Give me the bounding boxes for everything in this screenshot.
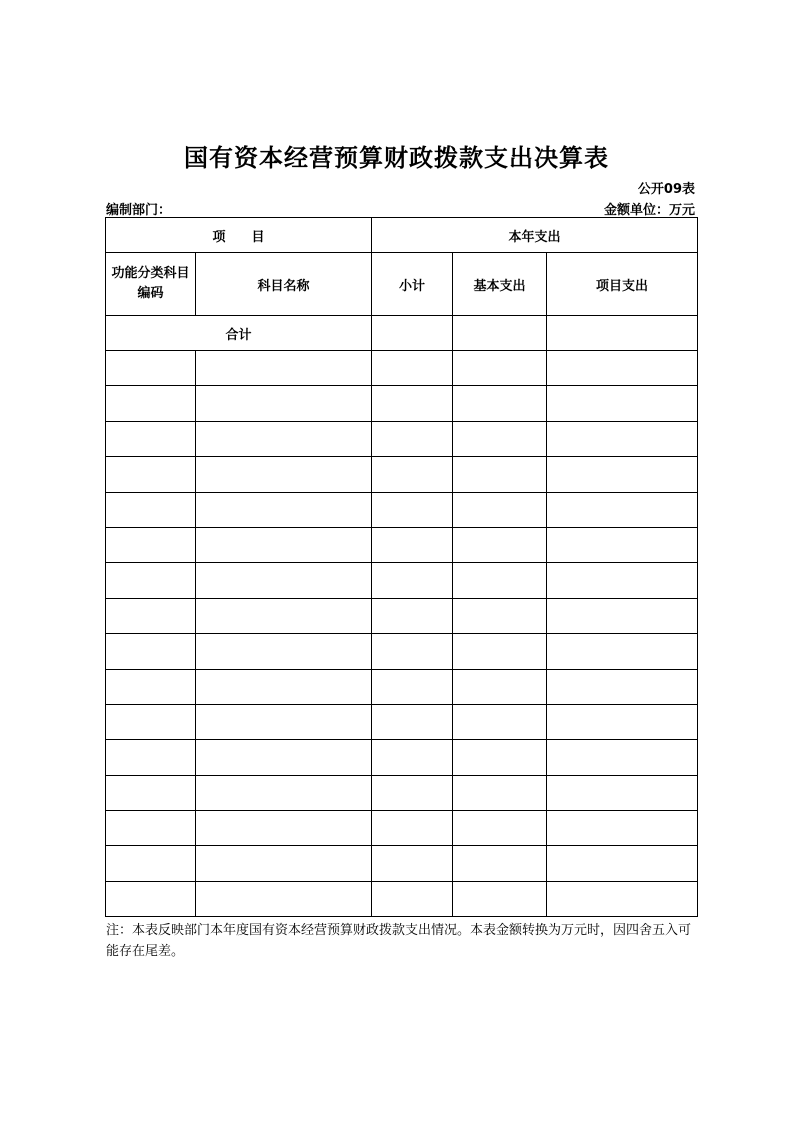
basic-cell[interactable]	[453, 351, 547, 386]
code-cell[interactable]	[106, 457, 196, 492]
subtotal-cell[interactable]	[372, 775, 453, 810]
code-cell[interactable]	[106, 704, 196, 739]
basic-cell[interactable]	[453, 704, 547, 739]
code-cell[interactable]	[106, 811, 196, 846]
name-cell[interactable]	[196, 386, 372, 421]
name-cell[interactable]	[196, 811, 372, 846]
dept-label: 编制部门：	[106, 203, 172, 218]
basic-cell[interactable]	[453, 846, 547, 881]
total-label: 合计	[106, 316, 372, 351]
code-cell[interactable]	[106, 598, 196, 633]
unit-label: 金额单位：万元	[603, 203, 695, 218]
expenditure-table	[105, 217, 698, 917]
code-cell[interactable]	[106, 527, 196, 562]
code-cell[interactable]	[106, 775, 196, 810]
basic-cell[interactable]	[453, 563, 547, 598]
project-cell[interactable]	[547, 634, 698, 669]
name-cell[interactable]	[196, 421, 372, 456]
header-basic: 基本支出	[453, 253, 547, 316]
basic-cell[interactable]	[453, 634, 547, 669]
page-title: 国有资本经营预算财政拨款支出决算表	[184, 144, 609, 172]
code-cell[interactable]	[106, 421, 196, 456]
name-cell[interactable]	[196, 563, 372, 598]
table-row	[106, 669, 698, 704]
total-basic-cell[interactable]	[453, 316, 547, 351]
basic-cell[interactable]	[453, 811, 547, 846]
name-cell[interactable]	[196, 634, 372, 669]
subtotal-cell[interactable]	[372, 351, 453, 386]
name-cell[interactable]	[196, 351, 372, 386]
header-project: 项目支出	[547, 253, 698, 316]
project-cell[interactable]	[547, 351, 698, 386]
basic-cell[interactable]	[453, 386, 547, 421]
basic-cell[interactable]	[453, 740, 547, 775]
table-row	[106, 846, 698, 881]
header-row-group	[106, 218, 698, 253]
project-cell[interactable]	[547, 881, 698, 916]
subtotal-cell[interactable]	[372, 811, 453, 846]
subtotal-cell[interactable]	[372, 634, 453, 669]
header-row-columns	[106, 253, 698, 316]
basic-cell[interactable]	[453, 669, 547, 704]
subtotal-cell[interactable]	[372, 704, 453, 739]
name-cell[interactable]	[196, 527, 372, 562]
code-cell[interactable]	[106, 846, 196, 881]
project-cell[interactable]	[547, 846, 698, 881]
subtotal-cell[interactable]	[372, 881, 453, 916]
table-row	[106, 881, 698, 916]
subtotal-cell[interactable]	[372, 421, 453, 456]
total-subtotal-cell[interactable]	[372, 316, 453, 351]
header-function-code: 功能分类科目编码	[106, 253, 196, 316]
code-cell[interactable]	[106, 563, 196, 598]
basic-cell[interactable]	[453, 881, 547, 916]
name-cell[interactable]	[196, 846, 372, 881]
table-row	[106, 740, 698, 775]
subtotal-cell[interactable]	[372, 527, 453, 562]
basic-cell[interactable]	[453, 492, 547, 527]
name-cell[interactable]	[196, 669, 372, 704]
name-cell[interactable]	[196, 492, 372, 527]
basic-cell[interactable]	[453, 527, 547, 562]
total-row	[106, 316, 698, 351]
basic-cell[interactable]	[453, 421, 547, 456]
subtotal-cell[interactable]	[372, 740, 453, 775]
subtotal-cell[interactable]	[372, 598, 453, 633]
code-cell[interactable]	[106, 634, 196, 669]
project-cell[interactable]	[547, 386, 698, 421]
name-cell[interactable]	[196, 704, 372, 739]
project-cell[interactable]	[547, 421, 698, 456]
total-project-cell[interactable]	[547, 316, 698, 351]
project-cell[interactable]	[547, 527, 698, 562]
table-row	[106, 704, 698, 739]
table-row	[106, 386, 698, 421]
name-cell[interactable]	[196, 457, 372, 492]
project-cell[interactable]	[547, 492, 698, 527]
project-cell[interactable]	[547, 704, 698, 739]
subtotal-cell[interactable]	[372, 563, 453, 598]
subtotal-cell[interactable]	[372, 846, 453, 881]
subtotal-cell[interactable]	[372, 669, 453, 704]
table-row	[106, 598, 698, 633]
table-row	[106, 775, 698, 810]
subtotal-cell[interactable]	[372, 457, 453, 492]
project-cell[interactable]	[547, 811, 698, 846]
basic-cell[interactable]	[453, 598, 547, 633]
code-cell[interactable]	[106, 740, 196, 775]
table-row	[106, 634, 698, 669]
table-row	[106, 421, 698, 456]
basic-cell[interactable]	[453, 457, 547, 492]
name-cell[interactable]	[196, 598, 372, 633]
footnote: 注：本表反映部门本年度国有资本经营预算财政拨款支出情况。本表金额转换为万元时，因四舍五入可能存在尾差。	[106, 923, 692, 959]
table-row	[106, 527, 698, 562]
code-cell[interactable]	[106, 492, 196, 527]
header-subtotal: 小计	[372, 253, 453, 316]
project-cell[interactable]	[547, 669, 698, 704]
name-cell[interactable]	[196, 740, 372, 775]
table-row	[106, 492, 698, 527]
project-cell[interactable]	[547, 598, 698, 633]
table-row	[106, 457, 698, 492]
subtotal-cell[interactable]	[372, 386, 453, 421]
subtotal-cell[interactable]	[372, 492, 453, 527]
code-cell[interactable]	[106, 386, 196, 421]
form-code: 公开09表	[637, 182, 695, 197]
name-cell[interactable]	[196, 775, 372, 810]
name-cell[interactable]	[196, 881, 372, 916]
table-row	[106, 563, 698, 598]
header-item: 项 目	[106, 218, 372, 253]
project-cell[interactable]	[547, 563, 698, 598]
code-cell[interactable]	[106, 881, 196, 916]
table-row	[106, 811, 698, 846]
header-year-expenditure: 本年支出	[372, 218, 698, 253]
table-row	[106, 351, 698, 386]
project-cell[interactable]	[547, 457, 698, 492]
code-cell[interactable]	[106, 669, 196, 704]
project-cell[interactable]	[547, 775, 698, 810]
code-cell[interactable]	[106, 351, 196, 386]
project-cell[interactable]	[547, 740, 698, 775]
header-subject-name: 科目名称	[196, 253, 372, 316]
basic-cell[interactable]	[453, 775, 547, 810]
